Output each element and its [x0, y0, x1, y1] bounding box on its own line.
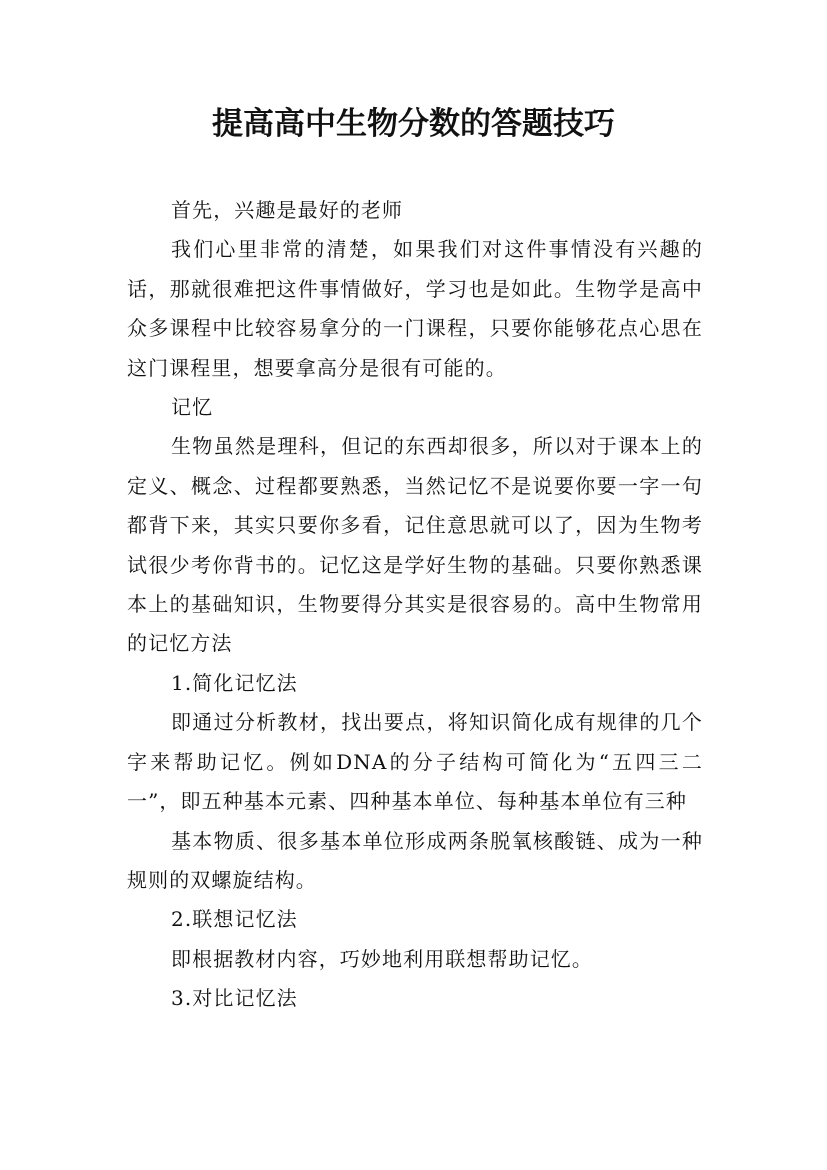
- paragraph-interest-heading: 首先，兴趣是最好的老师: [171, 198, 404, 222]
- paragraph-method-1-heading: 1.简化记忆法: [171, 670, 298, 695]
- paragraph-method-2-text: 即根据教材内容，巧妙地利用联想帮助记忆。: [171, 946, 593, 971]
- document-title: 提高高中生物分数的答题技巧: [212, 106, 615, 142]
- paragraph-memory-heading: 记忆: [171, 395, 214, 420]
- document-body: [127, 191, 703, 1019]
- paragraph-memory-text: 生物虽然是理科，但记的东西却很多，所以对于课本上的定义、概念、过程都要熟悉，当然记忆不是说要你要一字一句都背下来，其实只要你多看，记住意思就可以了，因为生物考试很少考你背书的。记忆这是学好生物的基础。只要你熟悉课本上的基础知识，生物要得分其实是很容易的。高中生物常用的记忆方法: [127, 434, 703, 656]
- paragraph-method-2-heading: 2.联想记忆法: [171, 907, 298, 932]
- paragraph-method-3-heading: 3.对比记忆法: [171, 986, 298, 1011]
- paragraph-interest-text: 我们心里非常的清楚，如果我们对这件事情没有兴趣的话，那就很难把这件事情做好，学习也是如此。生物学是高中众多课程中比较容易拿分的一门课程，只要你能够花点心思在这门课程里，想要拿高分是很有可能的。: [127, 237, 703, 380]
- paragraph-method-1-text: 即通过分析教材，找出要点，将知识简化成有规律的几个字来帮助记忆。例如DNA的分子结构可简化为“五四三二一”，即五种基本元素、四种基本单位、每种基本单位有三种: [127, 710, 703, 814]
- paragraph-method-1-continued: 基本物质、很多基本单位形成两条脱氧核酸链、成为一种规则的双螺旋结构。: [127, 828, 703, 892]
